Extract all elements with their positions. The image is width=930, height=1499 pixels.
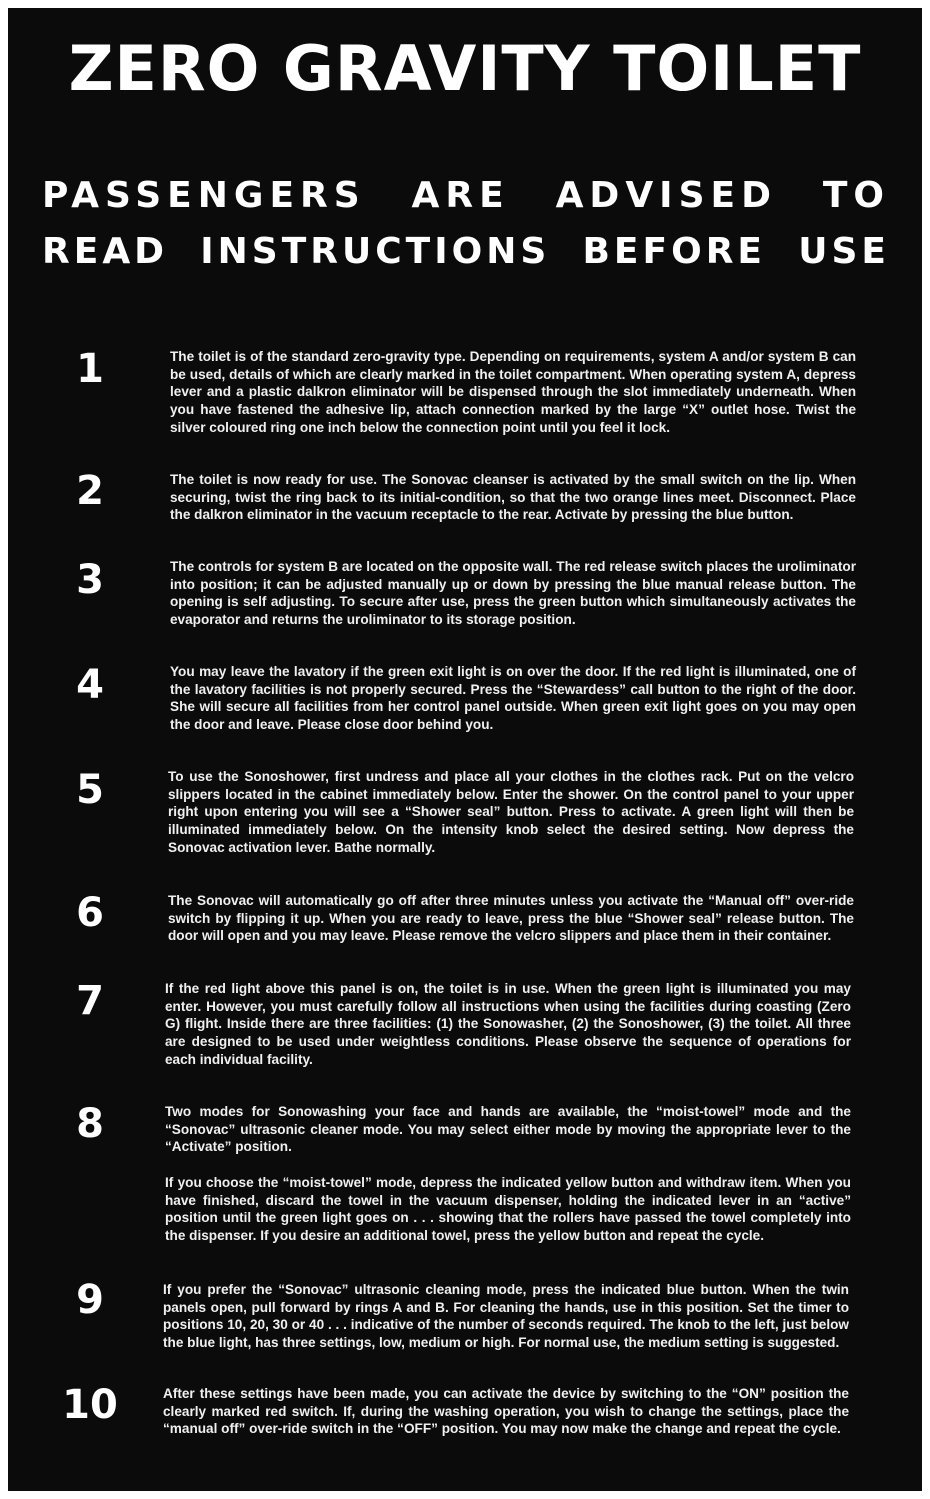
step-text: If the red light above this panel is on, the toilet is in use. When the green light is illuminated you may enter. However, you must carefully follow all instructions when using the facilities during coasting (Zero G) flight. Inside there are three facilities: (1) the Sonowasher, (2) the Sonoshower, (3) the toilet. All three are designed to be used under weightless conditions. Please observe the sequence of operations for each individual facility. [165, 981, 851, 1067]
step-number: 9 [76, 1277, 104, 1323]
step-text: To use the Sonoshower, first undress and place all your clothes in the clothes rack. Put on the velcro slippers located in the cabinet immediately below. Enter the shower. On the control panel to your upper right upon entering you will see a “Shower seal” button. Press to activate. A green light will then be illuminated immediately below. On the intensity knob select the desired setting. Now depress the Sonovac activation lever. Bathe normally. [168, 769, 854, 855]
sign-title: ZERO GRAVITY TOILET [68, 32, 862, 105]
step-text-continued: If you choose the “moist-towel” mode, depress the indicated yellow button and withdraw item. When you have finished, discard the towel in the vacuum dispenser, holding the indicated lever in an “active” position until the green light goes on . . . showing that the rollers have passed the towel completely into the dispenser. If you desire an additional towel, press the yellow button and repeat the cycle. [165, 1175, 851, 1244]
step-number: 6 [76, 890, 104, 936]
step-number: 4 [76, 662, 104, 708]
advisory-line-1: PASSENGERS ARE ADVISED TO [42, 175, 890, 216]
step-text: The Sonovac will automatically go off after three minutes unless you activate the “Manual off” over-ride switch by flipping it up. When you are ready to leave, press the blue “Shower seal” release button. The door will open and you may leave. Please remove the velcro slippers and place them in their container. [168, 893, 854, 944]
step-number: 1 [76, 346, 104, 392]
step-text: The controls for system B are located on the opposite wall. The red release switch places the uroliminator into position; it can be adjusted manually up or down by pressing the blue manual release button. The opening is self adjusting. To secure after use, press the green button which simultaneously activates the evaporator and returns the uroliminator to its storage position. [170, 559, 856, 628]
step-number: 10 [62, 1382, 118, 1428]
step-text: If you prefer the “Sonovac” ultrasonic cleaning mode, press the indicated blue button. When the twin panels open, pull forward by rings A and B. For cleaning the hands, use in this position. Set the timer to positions 10, 20, 30 or 40 . . . indicative of the number of seconds required. The knob to the left, just below the blue light, has three settings, low, medium or high. For normal use, the medium setting is suggested. [163, 1282, 849, 1351]
step-number: 5 [76, 767, 104, 813]
step-number: 7 [76, 978, 104, 1024]
step-text: Two modes for Sonowashing your face and hands are available, the “moist-towel” mode and the “Sonovac” ultrasonic cleaner mode. You may select either mode by moving the appropriate lever to the “Activate” position. [165, 1104, 851, 1155]
step-text: The toilet is of the standard zero-gravity type. Depending on requirements, system A and/or system B can be used, details of which are clearly marked in the toilet compartment. When operating system A, depress lever and a plastic dalkron eliminator will be dispensed through the slot immediately underneath. When you have fastened the adhesive lip, attach connection marked by the large “X” outlet hose. Twist the silver coloured ring one inch below the connection point until you feel it lock. [170, 349, 856, 435]
step-number: 2 [76, 468, 104, 514]
instruction-sign [8, 8, 922, 1491]
step-number: 8 [76, 1101, 104, 1147]
step-text: You may leave the lavatory if the green exit light is on over the door. If the red light is illuminated, one of the lavatory facilities is not properly secured. Press the “Stewardess” call button to the right of the door. She will secure all facilities from her control panel outside. When green exit light goes on you may open the door and leave. Please close door behind you. [170, 664, 856, 733]
step-text: The toilet is now ready for use. The Sonovac cleanser is activated by the small switch on the lip. When securing, twist the ring back to its initial-condition, so that the two orange lines meet. Disconnect. Place the dalkron eliminator in the vacuum receptacle to the rear. Activate by pressing the blue button. [170, 472, 856, 523]
step-text: After these settings have been made, you can activate the device by switching to the “ON” position the clearly marked red switch. If, during the washing operation, you wish to change the settings, place the “manual off” over-ride switch in the “OFF” position. You may now make the change and repeat the cycle. [163, 1386, 849, 1437]
step-number: 3 [76, 557, 104, 603]
advisory-line-2: READ INSTRUCTIONS BEFORE USE [42, 231, 890, 272]
